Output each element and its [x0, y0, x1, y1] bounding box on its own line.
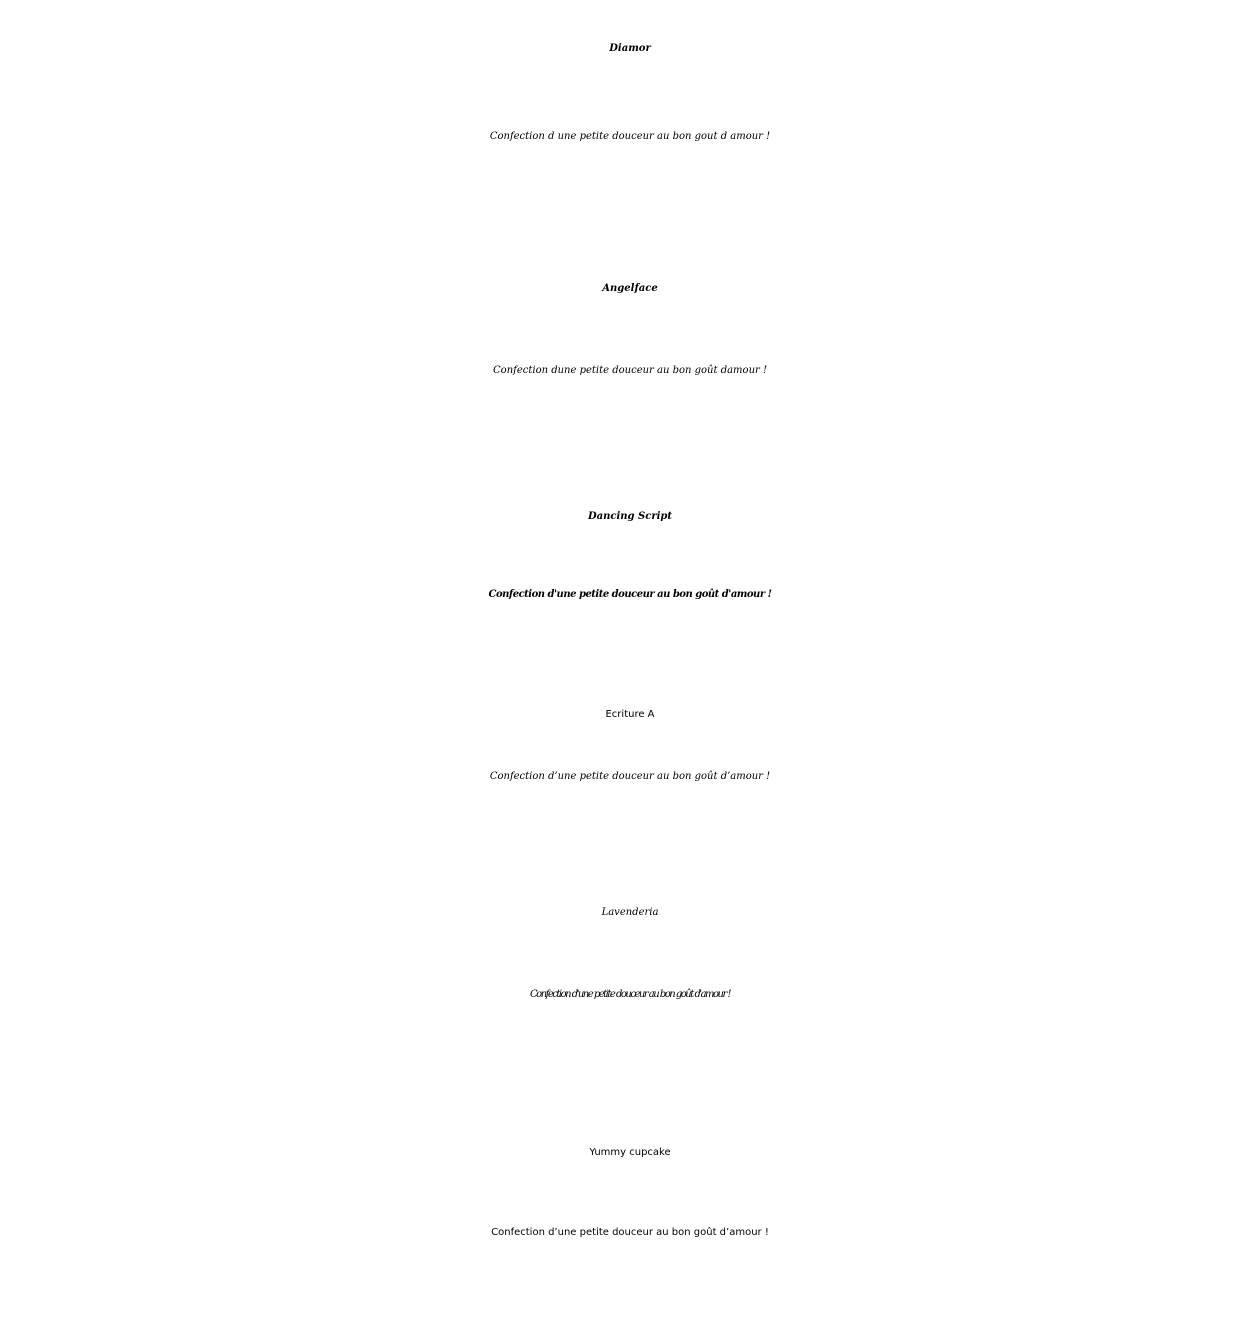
font-name: Angelface: [602, 283, 658, 294]
sample-text: Confection d’une petite douceur au bon goût d’amour !: [491, 1227, 769, 1238]
font-name: Dancing Script: [587, 511, 673, 522]
sample-text: Confection dune petite douceur au bon goût damour !: [493, 365, 767, 376]
sample-text: Confection d’une petite douceur au bon goût d’amour !: [489, 771, 771, 782]
sample-text: Confection d une petite douceur au bon gout d amour !: [489, 131, 771, 142]
font-name: Ecriture A: [605, 709, 655, 720]
font-name: Diamor: [609, 43, 651, 54]
font-name: Lavenderia: [601, 907, 659, 918]
sample-text: Confection d'une petite douceur au bon goût d'amour !: [530, 989, 730, 1000]
sample-text: Confection d'une petite douceur au bon goût d'amour !: [488, 589, 772, 600]
font-name: Yummy cupcake: [589, 1147, 671, 1158]
